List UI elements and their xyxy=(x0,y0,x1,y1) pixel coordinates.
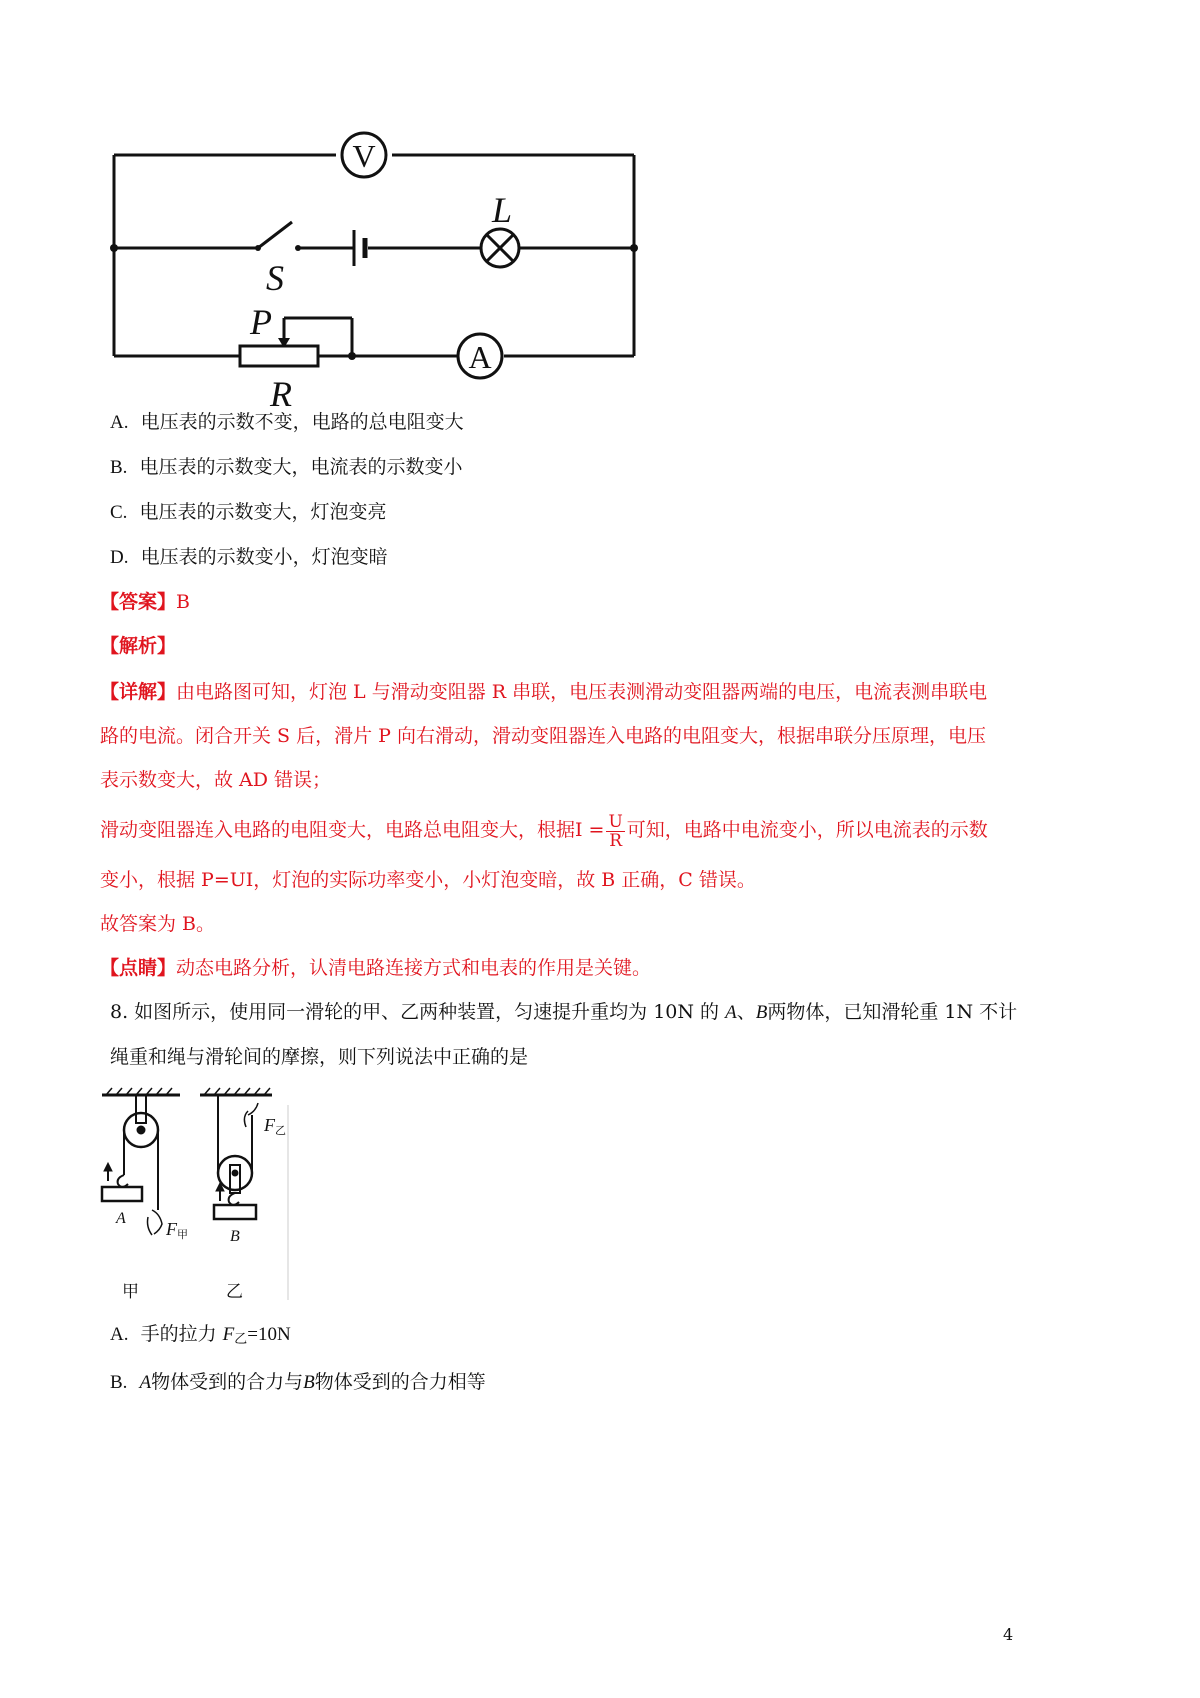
pulley-figure xyxy=(100,1085,300,1305)
comment-line: 【点睛】动态电路分析，认清电路连接方式和电表的作用是关键。 xyxy=(100,957,652,979)
option-b: B. 电压表的示数变大，电流表的示数变小 xyxy=(110,456,463,478)
detail-line-6: 故答案为 B。 xyxy=(100,913,216,935)
figure-label-jia: 甲 xyxy=(122,1282,139,1301)
detail-line-4: 滑动变阻器连入电路的电阻变大，电路总电阻变大，根据I = $\frac{U}{R}$ 可知，电路中电流变小，所以电流表的示数 xyxy=(100,811,988,851)
circuit-diagram xyxy=(100,130,660,420)
option-a: A. 电压表的示数不变，电路的总电阻变大 xyxy=(110,411,464,433)
object-a-label: A xyxy=(116,1210,126,1227)
detail-line-1: 【详解】由电路图可知，灯泡 L 与滑动变阻器 R 串联，电压表测滑动变阻器两端的电压，电流表测串联电 xyxy=(100,681,988,703)
resistor-label: R xyxy=(270,374,292,414)
object-b-label: B xyxy=(230,1228,240,1245)
detail-line-2: 路的电流。闭合开关 S 后，滑片 P 向右滑动，滑动变阻器连入电路的电阻变大，根据串联分压原理，电压 xyxy=(100,725,986,747)
ammeter-label: A xyxy=(468,339,492,375)
q8-line-2: 绳重和绳与滑轮间的摩擦，则下列说法中正确的是 xyxy=(110,1046,529,1068)
formula-fraction: $\frac{U}{R}$ xyxy=(608,811,623,851)
lamp-label: L xyxy=(492,190,513,230)
q8-option-b: B. A物体受到的合力与B物体受到的合力相等 xyxy=(110,1371,486,1393)
force-yi-label: F乙 xyxy=(264,1115,286,1137)
answer-line: 【答案】B xyxy=(100,591,190,613)
page-number: 4 xyxy=(1003,1625,1014,1644)
q8-line-1: 8. 如图所示，使用同一滑轮的甲、乙两种装置，匀速提升重均为 10N 的 A、B两物体，已知滑轮重 1N 不计 xyxy=(110,1001,1018,1023)
option-c: C. 电压表的示数变大，灯泡变亮 xyxy=(110,501,387,523)
voltmeter-label: V xyxy=(352,138,376,174)
detail-line-3: 表示数变大，故 AD 错误； xyxy=(100,769,332,791)
detail-line-5: 变小，根据 P=UI，灯泡的实际功率变小，小灯泡变暗，故 B 正确，C 错误。 xyxy=(100,869,756,891)
figure-label-yi: 乙 xyxy=(226,1282,243,1301)
force-jia-label: F甲 xyxy=(166,1219,188,1241)
slider-label: P xyxy=(250,302,272,342)
option-d: D. 电压表的示数变小，灯泡变暗 xyxy=(110,546,388,568)
switch-label: S xyxy=(266,258,284,298)
analysis-tag: 【解析】 xyxy=(100,635,177,657)
lamp-icon xyxy=(481,229,519,267)
q8-option-a: A. 手的拉力 $F_乙=10N$ xyxy=(110,1323,291,1347)
resistor-icon xyxy=(240,346,318,366)
